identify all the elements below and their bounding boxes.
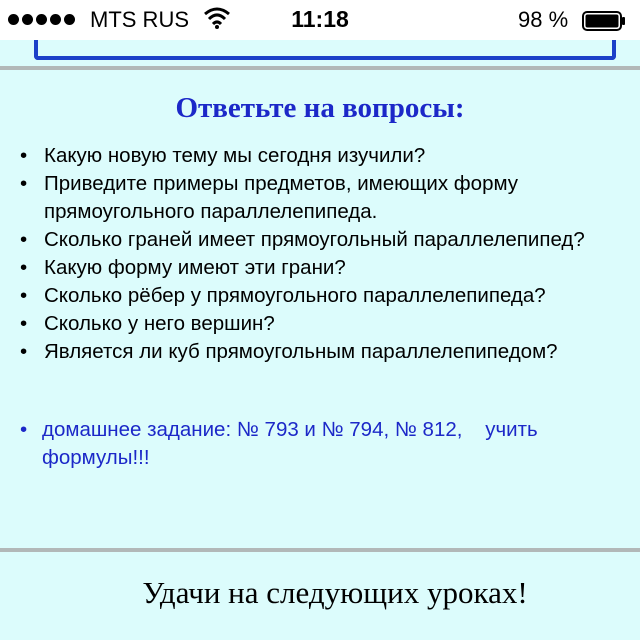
questions-list — [20, 142, 630, 366]
question-item: • Приведите примеры предметов, имеющих форму прямоугольного параллелепипеда. — [20, 170, 630, 226]
battery-icon — [582, 11, 626, 31]
status-bar — [0, 0, 640, 40]
slide-frame-border — [34, 40, 616, 60]
clock: 11:18 — [291, 6, 349, 32]
question-item: • Какую форму имеют эти грани? — [20, 254, 630, 282]
question-item: • Сколько граней имеет прямоугольный параллелепипед? — [20, 226, 630, 254]
footer-text: Удачи на следующих уроках! — [142, 575, 528, 610]
homework-item — [20, 416, 630, 472]
bullet-icon: • — [20, 418, 28, 441]
question-item: • Сколько у него вершин? — [20, 310, 630, 338]
slide-title: Ответьте на вопросы: — [175, 92, 465, 124]
homework-text: домашнее задание: № 793 и № 794, № 812, учить формулы!!! — [42, 418, 544, 469]
question-item: • Сколько рёбер у прямоугольного параллелепипеда? — [20, 282, 630, 310]
battery-percentage: 98 % — [518, 7, 569, 32]
question-item: • Какую новую тему мы сегодня изучили? — [20, 142, 630, 170]
carrier-name: MTS RUS — [90, 7, 189, 32]
question-item: • Является ли куб прямоугольным параллелепипедом? — [20, 338, 630, 366]
farewell-text — [0, 575, 640, 611]
